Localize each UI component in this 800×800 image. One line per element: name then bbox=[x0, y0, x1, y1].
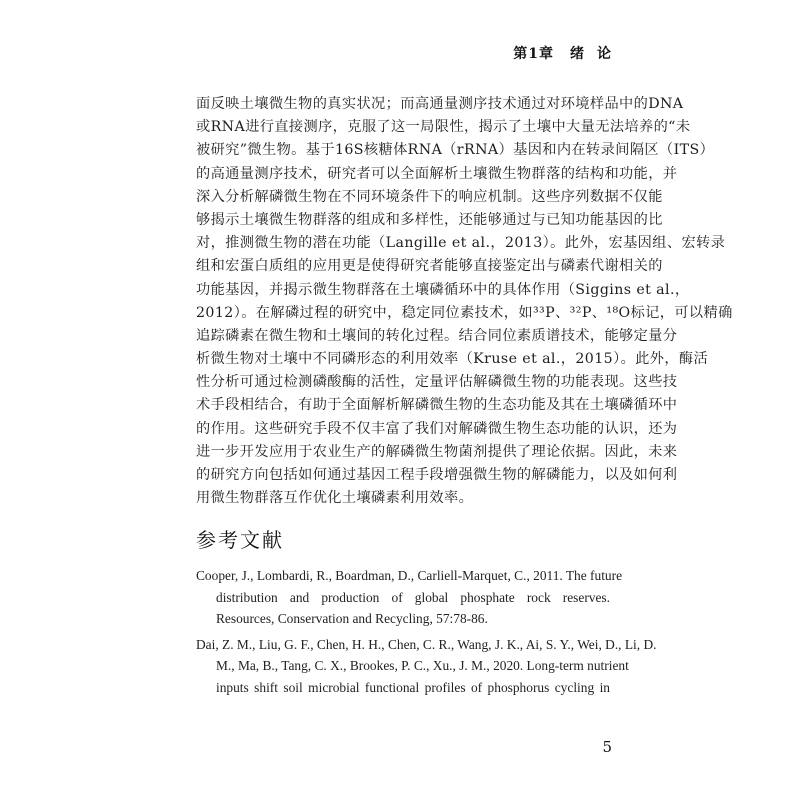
body-line: 的研究方向包括如何通过基因工程手段增强微生物的解磷能力，以及如何利 bbox=[196, 467, 678, 483]
chapter-title-char-2: 论 bbox=[597, 46, 612, 62]
body-line: 被研究”微生物。基于16S核糖体RNA（rRNA）基因和内在转录间隔区（ITS） bbox=[196, 142, 715, 159]
body-line: 够揭示土壤微生物群落的组成和多样性，还能够通过与已知功能基因的比 bbox=[196, 211, 663, 228]
reference-line: M., Ma, B., Tang, C. X., Brookes, P. C., Xu., J. M., 2020. Long-term nutrient bbox=[216, 658, 629, 673]
reference-line: inputs shift soil microbial functional profiles of phosphorus cycling in bbox=[216, 679, 610, 695]
body-line: 用微生物群落互作优化土壤磷素利用效率。 bbox=[196, 490, 474, 507]
body-line: 组和宏蛋白质组的应用更是使得研究者能够直接鉴定出与磷素代谢相关的 bbox=[196, 258, 663, 275]
chapter-title-char-1: 绪 bbox=[570, 46, 585, 62]
reference-line: Cooper, J., Lombardi, R., Boardman, D., Carliell-Marquet, C., 2011. The future bbox=[196, 568, 623, 583]
body-line: 2012）。在解磷过程的研究中，稳定同位素技术，如³³P、³²P、¹⁸O标记，可以精确 bbox=[196, 304, 733, 321]
body-line: 术手段相结合，有助于全面解析解磷微生物的生态功能及其在土壤磷循环中 bbox=[196, 397, 678, 414]
body-line: 深入分析解磷微生物在不同环境条件下的响应机制。这些序列数据不仅能 bbox=[196, 188, 663, 205]
body-line: 或RNA进行直接测序，克服了这一局限性，揭示了土壤中大量无法培养的“未 bbox=[196, 119, 691, 136]
reference-entry bbox=[196, 634, 657, 699]
body-line: 功能基因，并揭示微生物群落在土壤磷循环中的具体作用（Siggins et al.， bbox=[196, 281, 690, 298]
body-line: 面反映土壤微生物的真实状况；而高通量测序技术通过对环境样品中的DNA bbox=[196, 96, 684, 112]
reference-list bbox=[196, 565, 657, 698]
chapter-number: 第1章 bbox=[513, 46, 554, 62]
reference-line: Dai, Z. M., Liu, G. F., Chen, H. H., Chen, C. R., Wang, J. K., Ai, S. Y., Wei, D., Li, D. bbox=[196, 636, 657, 652]
body-line: 进一步开发应用于农业生产的解磷微生物菌剂提供了理论依据。因此，未来 bbox=[196, 443, 678, 460]
body-line: 的高通量测序技术，研究者可以全面解析土壤微生物群落的结构和功能，并 bbox=[196, 165, 678, 182]
reference-line: Resources, Conservation and Recycling, 57:78-86. bbox=[216, 611, 488, 626]
body-line: 的作用。这些研究手段不仅丰富了我们对解磷微生物生态功能的认识，还为 bbox=[196, 420, 678, 437]
references-heading: 参考文献 bbox=[196, 528, 284, 552]
reference-line: distribution and production of global phosphate rock reserves. bbox=[216, 589, 610, 605]
body-line: 对，推测微生物的潜在功能（Langille et al.，2013）。此外，宏基因组、宏转录 bbox=[196, 235, 726, 252]
running-head bbox=[513, 43, 612, 63]
reference-entry bbox=[196, 565, 623, 630]
page-number: 5 bbox=[602, 738, 612, 756]
body-line: 性分析可通过检测磷酸酶的活性，定量评估解磷微生物的功能表现。这些技 bbox=[196, 374, 678, 391]
body-paragraph bbox=[196, 93, 733, 510]
body-line: 析微生物对土壤中不同磷形态的利用效率（Kruse et al.，2015）。此外，酶活 bbox=[196, 351, 709, 368]
body-line: 追踪磷素在微生物和土壤间的转化过程。结合同位素质谱技术，能够定量分 bbox=[196, 327, 678, 344]
